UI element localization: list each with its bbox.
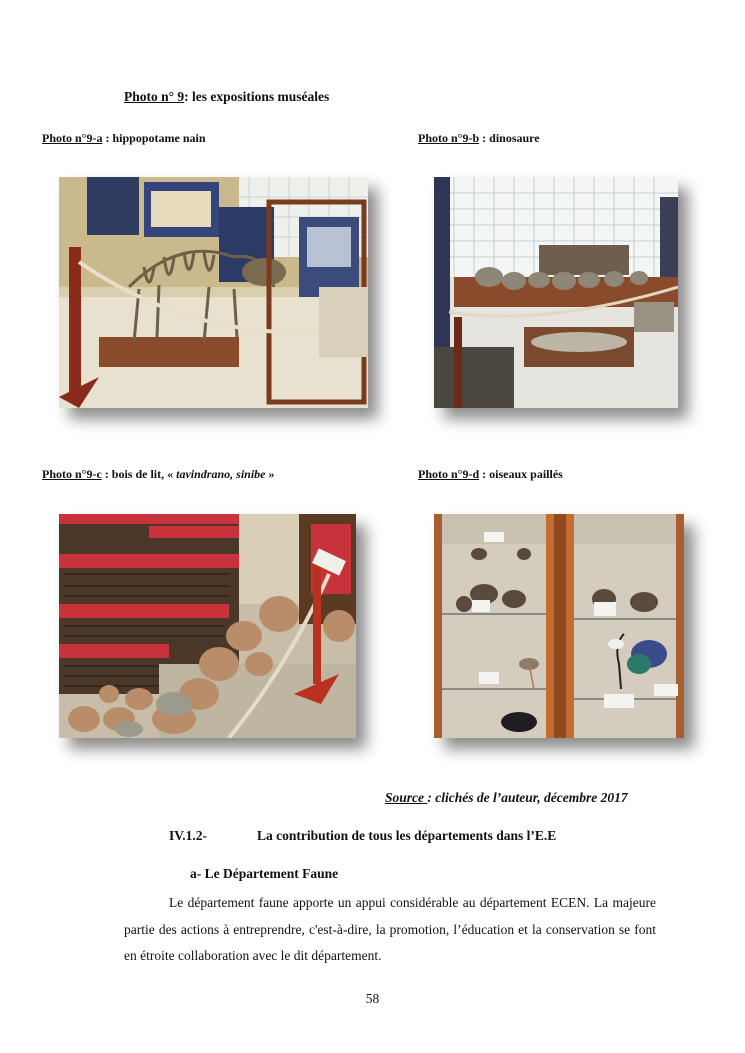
caption-photo-9b xyxy=(418,131,540,146)
figure-source xyxy=(385,790,628,806)
caption-ref: Photo n°9-b xyxy=(418,131,480,145)
caption-ref: Photo n°9-d xyxy=(418,467,480,481)
paragraph-text: Le département faune apporte un appui considérable au département ECEN. La majeure partie des actions à entreprendre, c'est-à-dire, la promotion, l’éducation et la conservation se font en étroite collaboration avec le dit département. xyxy=(124,895,656,963)
caption-photo-9a xyxy=(42,131,206,146)
source-label: Source xyxy=(385,790,428,805)
figure-title-ref: Photo n° 9 xyxy=(124,89,185,104)
caption-photo-9d xyxy=(418,467,563,482)
photo-hippopotame-nain xyxy=(59,177,368,408)
section-title: La contribution de tous les départements dans l’E.E xyxy=(257,828,557,843)
caption-italic: tavindrano, sinibe xyxy=(176,467,266,481)
photo-dinosaure xyxy=(434,177,678,408)
caption-text: : hippopotame nain xyxy=(102,131,206,145)
caption-text: : oiseaux paillés xyxy=(479,467,563,481)
figure-title-text: : les expositions muséales xyxy=(184,89,330,104)
body-paragraph xyxy=(124,890,656,970)
section-number: IV.1.2- xyxy=(169,828,208,843)
caption-photo-9c xyxy=(42,467,275,482)
caption-ref: Photo n°9-c xyxy=(42,467,102,481)
page-number: 58 xyxy=(365,991,380,1006)
caption-text-end: » xyxy=(265,467,275,481)
caption-text: : dinosaure xyxy=(479,131,540,145)
caption-text: : bois de lit, « xyxy=(101,467,177,481)
subsection-title: a- Le Département Faune xyxy=(190,866,339,881)
photo-oiseaux-pailles xyxy=(434,514,684,738)
figure-title xyxy=(124,89,329,105)
caption-ref: Photo n°9-a xyxy=(42,131,103,145)
photo-bois-de-lit xyxy=(59,514,356,738)
source-text: : clichés de l’auteur, décembre 2017 xyxy=(427,790,628,805)
